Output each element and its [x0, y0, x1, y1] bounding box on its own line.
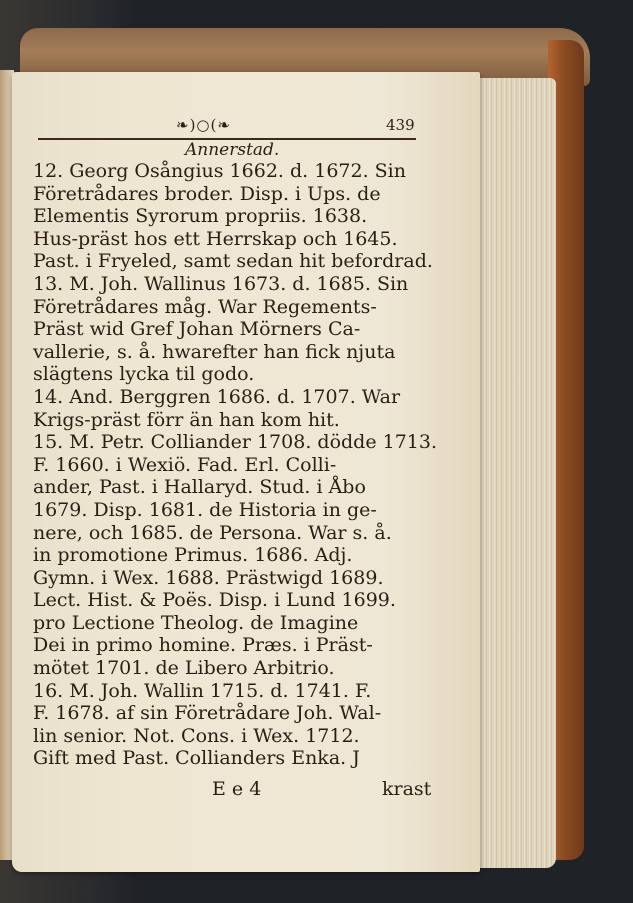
- text-line: Gymn. i Wex. 1688. Prästwigd 1689.: [33, 566, 384, 589]
- text-line: 14. And. Berggren 1686. d. 1707. War: [33, 385, 401, 408]
- signature-mark: E e 4: [212, 778, 262, 800]
- text-line: 12. Georg Osångius 1662. d. 1672. Sin: [33, 160, 406, 182]
- page-stack: [478, 78, 556, 868]
- text-line: pro Lectione Theolog. de Imagine: [33, 611, 359, 634]
- section-title: Annerstad.: [185, 140, 280, 160]
- text-line: nere, och 1685. de Persona. War s. å.: [33, 521, 392, 544]
- text-line: Gift med Past. Collianders Enka. J: [33, 747, 360, 770]
- text-line: Företrådares måg. War Regements-: [33, 295, 377, 318]
- text-line: Präst wid Gref Johan Mörners Ca-: [33, 318, 361, 341]
- text-line: Lect. Hist. & Poës. Disp. i Lund 1699.: [33, 589, 396, 612]
- text-line: in promotione Primus. 1686. Adj.: [33, 544, 353, 567]
- header-ornament: ❧)○(❧: [176, 116, 231, 134]
- page-number: 439: [386, 116, 415, 134]
- text-line: Företrådares broder. Disp. i Ups. de: [33, 182, 381, 205]
- text-line: Hus-präst hos ett Herrskap och 1645.: [33, 227, 398, 250]
- text-line: lin senior. Not. Cons. i Wex. 1712.: [33, 724, 360, 747]
- text-line: 13. M. Joh. Wallinus 1673. d. 1685. Sin: [33, 272, 409, 295]
- text-line: slägtens lycka til godo.: [33, 363, 255, 386]
- text-line: F. 1660. i Wexiö. Fad. Erl. Colli-: [33, 453, 337, 476]
- text-line: F. 1678. af sin Företrådare Joh. Wal-: [33, 702, 382, 725]
- page-text: [33, 160, 438, 770]
- text-line: Dei in primo homine. Præs. i Präst-: [33, 634, 373, 657]
- text-line: vallerie, s. å. hwarefter han fick njuta: [33, 340, 396, 363]
- text-line: 15. M. Petr. Colliander 1708. dödde 1713.: [33, 431, 438, 454]
- catchword: krast: [382, 778, 432, 800]
- text-line: 16. M. Joh. Wallin 1715. d. 1741. F.: [33, 679, 372, 702]
- text-line: Past. i Fryeled, samt sedan hit befordrad.: [33, 250, 433, 273]
- text-line: Krigs-präst förr än han kom hit.: [33, 408, 340, 431]
- text-line: 1679. Disp. 1681. de Historia in ge-: [33, 498, 377, 521]
- text-line: ander, Past. i Hallaryd. Stud. i Åbo: [33, 476, 366, 499]
- text-line: Elementis Syrorum propriis. 1638.: [33, 205, 368, 228]
- text-line: mötet 1701. de Libero Arbitrio.: [33, 657, 335, 680]
